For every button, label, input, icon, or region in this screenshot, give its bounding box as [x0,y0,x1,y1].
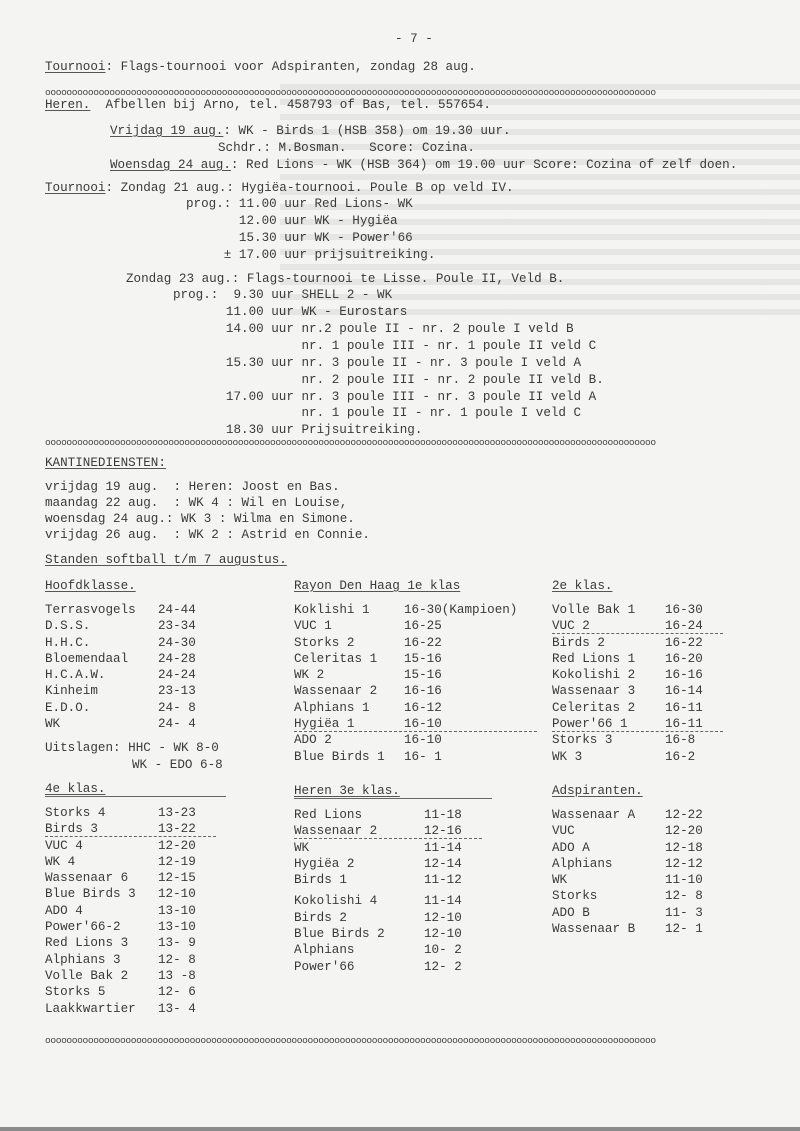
program-line: 15.30 uur WK - Power'66 [186,231,413,245]
table-row: Birds 1 11-12 [294,873,462,888]
standings-adspiranten [552,783,703,937]
program2-line: nr. 1 poule III - nr. 1 poule II veld C [173,339,597,353]
tournament-text: : Flags-tournooi voor Adspiranten, zondag 28 aug. [105,60,476,74]
table-row: ADO 4 13-10 [45,903,196,918]
kantinediensten-title: KANTINEDIENSTEN: [45,456,166,470]
program-line: 12.00 uur WK - Hygiëa [186,214,398,228]
friday-officials: Schdr.: M.Bosman. Score: Cozina. [218,141,475,155]
kantine-row: maandag 22 aug. : WK 4 : Wil en Louise, [45,496,348,510]
table-row: VUC 1 16-25 [294,619,442,634]
page-edge-shadow [0,1127,800,1131]
friday-label: Vrijdag 19 aug. [110,124,224,138]
table-row: Power'66 1 16-11 [552,717,703,732]
table-row: WK 2 15-16 [294,668,442,683]
program-line: prog.: 11.00 uur Red Lions- WK [186,197,413,211]
kantine-row: vrijdag 19 aug. : Heren: Joost en Bas. [45,480,340,494]
lisse-tournament-line: Zondag 23 aug.: Flags-tournooi te Lisse. Poule II, Veld B. [126,272,565,286]
wednesday-match [110,158,737,173]
section-title: Rayon Den Haag 1e klas [294,579,461,593]
table-row: E.D.O. 24- 8 [45,700,196,715]
table-row: Alphians 10- 2 [294,943,462,958]
table-row: Koklishi 1 16-30(Kampioen) [294,603,518,617]
table-row: Storks 12- 8 [552,889,703,904]
table-row: ADO A 12-18 [552,840,703,855]
table-row: Storks 3 16-8 [552,733,696,748]
table-row: Bloemendaal 24-28 [45,651,196,666]
table-row: Alphians 1 16-12 [294,700,442,715]
table-row: WK 4 12-19 [45,854,196,869]
section-title: Adspiranten. [552,784,643,798]
table-row: Terrasvogels 24-44 [45,603,196,617]
table-row: Blue Birds 1 16- 1 [294,749,442,764]
tournament2-text: : Zondag 21 aug.: Hygiëa-tournooi. Poule B op veld IV. [105,181,514,195]
table-row: Storks 5 12- 6 [45,985,196,1000]
separator-line: oooooooooooooooooooooooooooooooooooooooooooooooooooooooooooooooooooooooooooooooooooooooooooooooooooooooooooooooooo [45,1036,656,1046]
table-row: ADO B 11- 3 [552,905,703,920]
table-row: VUC 12-20 [552,824,703,839]
table-row: Alphians 12-12 [552,856,703,871]
standings-4e-klas [45,781,196,1017]
section-title: Heren 3e klas. [294,784,400,798]
wednesday-label: Woensdag 24 aug. [110,158,231,172]
table-row: D.S.S. 23-34 [45,619,196,634]
table-row: WK 11-14 [294,840,462,855]
separator-line: oooooooooooooooooooooooooooooooooooooooooooooooooooooooooooooooooooooooooooooooooooooooooooooooooooooooooooooooooo [45,88,656,98]
standings-heren-3e-klas [294,783,462,975]
tournament2-line [45,181,514,196]
table-row: Power'66 12- 2 [294,959,462,974]
table-row: Hygiëa 1 16-10 [294,716,517,732]
table-row: Kokolishi 2 16-16 [552,668,703,683]
friday-match [110,124,511,139]
table-row: Blue Birds 3 12-10 [45,887,196,902]
table-row: Red Lions 11-18 [294,808,462,822]
table-row: Storks 4 13-23 [45,806,196,820]
kantine-row: vrijdag 26 aug. : WK 2 : Astrid en Connie. [45,528,370,542]
program2-line: nr. 2 poule III - nr. 2 poule II veld B. [173,373,604,387]
table-row: Wassenaar A 12-22 [552,808,703,822]
table-row: Birds 2 12-10 [294,910,462,925]
table-row: Celeritas 2 16-11 [552,700,703,715]
tournament-label: Tournooi [45,60,106,74]
table-row: Blue Birds 2 12-10 [294,927,462,942]
wednesday-text: : Red Lions - WK (HSB 364) om 19.00 uur Score: Cozina of zelf doen. [230,158,738,172]
kantine-row: woensdag 24 aug.: WK 3 : Wilma en Simone. [45,512,355,526]
standen-title: Standen softball t/m 7 augustus. [45,553,287,567]
program2-line: 17.00 uur nr. 3 poule III - nr. 3 poule II veld A [173,390,597,404]
table-row: Hygiëa 2 12-14 [294,856,462,871]
table-row: Storks 2 16-22 [294,635,442,650]
table-row: Kokolishi 4 11-14 [294,894,462,909]
program2-line: prog.: 9.30 uur SHELL 2 - WK [173,288,393,302]
section-title: 2e klas. [552,579,613,593]
friday-text: : WK - Birds 1 (HSB 358) om 19.30 uur. [223,124,511,138]
table-row: Celeritas 1 15-16 [294,651,442,666]
table-row: Red Lions 3 13- 9 [45,936,196,951]
table-row: WK 24- 4 [45,717,196,732]
separator-line: oooooooooooooooooooooooooooooooooooooooooooooooooooooooooooooooooooooooooooooooooooooooooooooooooooooooooooooooooo [45,438,656,448]
table-row: Wassenaar 2 12-16 [294,824,462,839]
program2-line: 14.00 uur nr.2 poule II - nr. 2 poule I veld B [173,322,574,336]
heren-line [45,98,491,113]
table-row: Power'66-2 13-10 [45,920,196,935]
table-row: Wassenaar 2 16-16 [294,684,442,699]
top-tournament-line [45,60,476,75]
program2-line: 18.30 uur Prijsuitreiking. [173,423,423,437]
results-row: Uitslagen: HHC - WK 8-0 [45,741,219,756]
table-row: Kinheim 23-13 [45,684,196,699]
program-line: ± 17.00 uur prijsuitreiking. [186,248,436,262]
standings-rayon-1e-klas [294,578,517,765]
table-row: Birds 2 16-22 [552,635,703,650]
program2-line: nr. 1 poule II - nr. 1 poule I veld C [173,406,582,420]
table-row: Birds 3 13-22 [45,822,196,837]
afbellen-text: Afbellen bij Arno, tel. 458793 of Bas, tel. 557654. [105,98,491,112]
program2-line: 11.00 uur WK - Eurostars [173,305,408,319]
table-row: Volle Bak 2 13 -8 [45,968,196,983]
table-row: H.C.A.W. 24-24 [45,668,196,683]
heren-label: Heren. [45,98,91,112]
table-row: Volle Bak 1 16-30 [552,603,703,617]
table-row: Alphians 3 12- 8 [45,952,196,967]
section-title: Hoofdklasse. [45,579,136,593]
table-row: WK 3 16-2 [552,749,696,764]
tournament2-label: Tournooi [45,181,106,195]
table-row: VUC 4 12-20 [45,838,196,853]
table-row: Wassenaar 6 12-15 [45,871,196,886]
table-row: ADO 2 16-10 [294,733,442,748]
table-row: WK 11-10 [552,873,703,888]
standings-2e-klas [552,578,703,765]
table-row: Laakkwartier 13- 4 [45,1001,196,1016]
table-row: Wassenaar 3 16-14 [552,684,703,699]
table-row: H.H.C. 24-30 [45,635,196,650]
program2-line: 15.30 uur nr. 3 poule II - nr. 3 poule I veld A [173,356,582,370]
results-row: WK - EDO 6-8 [132,757,223,772]
section-title: 4e klas. [45,782,106,796]
standings-hoofdklasse [45,578,223,773]
table-row: Wassenaar B 12- 1 [552,922,703,937]
table-row: VUC 2 16-24 [552,619,703,634]
page-number: - 7 - [395,32,433,46]
table-row: Red Lions 1 16-20 [552,651,703,666]
